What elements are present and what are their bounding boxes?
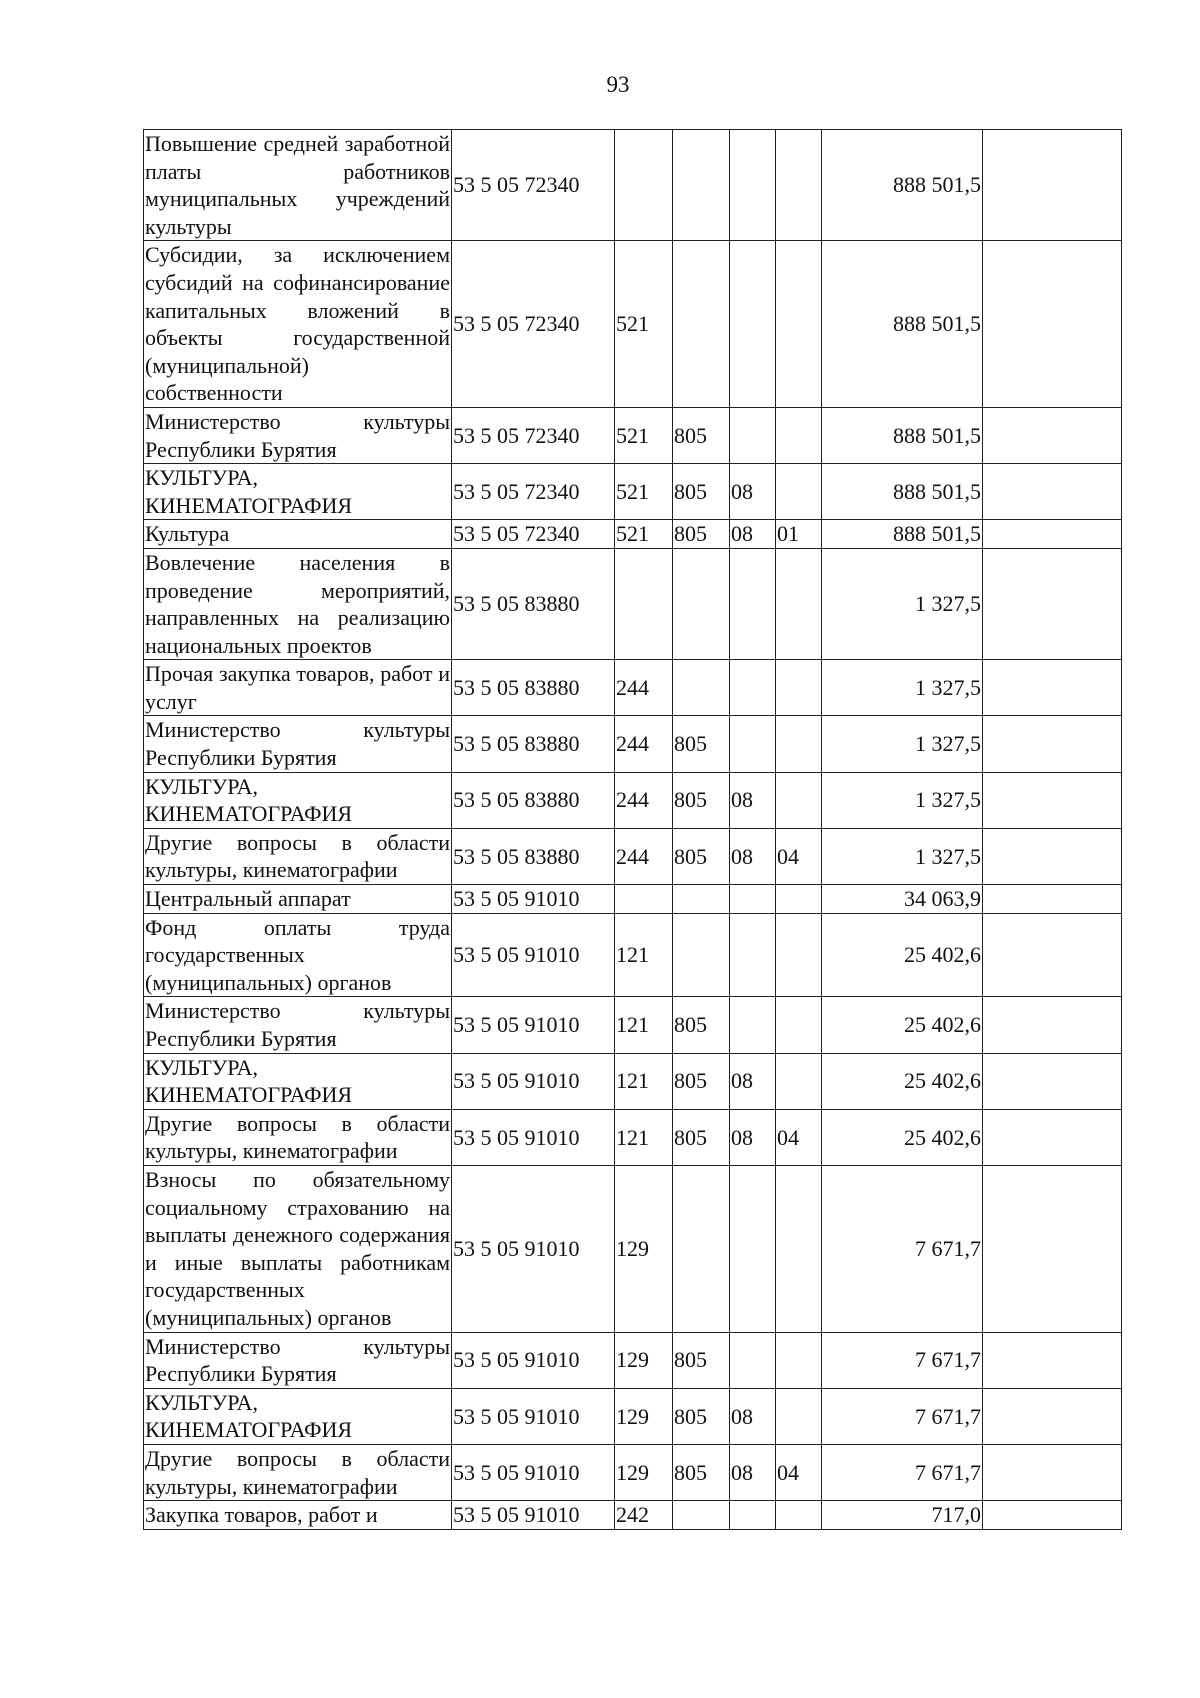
target-code: 53 5 05 91010 bbox=[452, 1165, 615, 1332]
ministry-code bbox=[673, 548, 730, 659]
table-row bbox=[144, 1332, 1122, 1388]
expense-type: 521 bbox=[615, 520, 673, 549]
amount: 25 402,6 bbox=[822, 1053, 983, 1109]
section-code bbox=[730, 997, 776, 1053]
target-code: 53 5 05 83880 bbox=[452, 828, 615, 884]
table-row bbox=[144, 660, 1122, 716]
target-code: 53 5 05 72340 bbox=[452, 464, 615, 520]
ministry-code bbox=[673, 241, 730, 408]
table-row bbox=[144, 997, 1122, 1053]
subsection-code bbox=[776, 660, 822, 716]
table-row bbox=[144, 1501, 1122, 1530]
target-code: 53 5 05 72340 bbox=[452, 520, 615, 549]
subsection-code bbox=[776, 1165, 822, 1332]
empty-cell bbox=[983, 828, 1122, 884]
subsection-code bbox=[776, 130, 822, 241]
budget-table bbox=[143, 129, 1122, 1530]
expense-type: 129 bbox=[615, 1332, 673, 1388]
section-code bbox=[730, 548, 776, 659]
expense-type: 129 bbox=[615, 1388, 673, 1444]
target-code: 53 5 05 83880 bbox=[452, 660, 615, 716]
expense-type: 521 bbox=[615, 407, 673, 463]
expense-type: 129 bbox=[615, 1165, 673, 1332]
amount: 7 671,7 bbox=[822, 1444, 983, 1500]
target-code: 53 5 05 91010 bbox=[452, 885, 615, 914]
section-code bbox=[730, 1501, 776, 1530]
empty-cell bbox=[983, 241, 1122, 408]
ministry-code: 805 bbox=[673, 520, 730, 549]
row-name: Фонд оплаты труда государственных (муниципальных) органов bbox=[144, 913, 452, 997]
empty-cell bbox=[983, 913, 1122, 997]
expense-type: 121 bbox=[615, 913, 673, 997]
amount: 7 671,7 bbox=[822, 1332, 983, 1388]
section-code: 08 bbox=[730, 1444, 776, 1500]
empty-cell bbox=[983, 660, 1122, 716]
row-name: Другие вопросы в области культуры, кинематографии bbox=[144, 1109, 452, 1165]
empty-cell bbox=[983, 1388, 1122, 1444]
ministry-code bbox=[673, 660, 730, 716]
section-code bbox=[730, 407, 776, 463]
expense-type bbox=[615, 548, 673, 659]
subsection-code bbox=[776, 1053, 822, 1109]
amount: 717,0 bbox=[822, 1501, 983, 1530]
amount: 888 501,5 bbox=[822, 241, 983, 408]
section-code: 08 bbox=[730, 1109, 776, 1165]
section-code: 08 bbox=[730, 772, 776, 828]
row-name: Культура bbox=[144, 520, 452, 549]
subsection-code: 04 bbox=[776, 1109, 822, 1165]
ministry-code bbox=[673, 1501, 730, 1530]
target-code: 53 5 05 91010 bbox=[452, 1053, 615, 1109]
section-code: 08 bbox=[730, 1053, 776, 1109]
subsection-code bbox=[776, 464, 822, 520]
amount: 25 402,6 bbox=[822, 997, 983, 1053]
expense-type bbox=[615, 885, 673, 914]
table-row bbox=[144, 1109, 1122, 1165]
amount: 25 402,6 bbox=[822, 913, 983, 997]
target-code: 53 5 05 72340 bbox=[452, 241, 615, 408]
section-code bbox=[730, 913, 776, 997]
row-name: Прочая закупка товаров, работ и услуг bbox=[144, 660, 452, 716]
row-name: КУЛЬТУРА, КИНЕМАТОГРАФИЯ bbox=[144, 1388, 452, 1444]
section-code bbox=[730, 130, 776, 241]
section-code bbox=[730, 1332, 776, 1388]
expense-type: 244 bbox=[615, 828, 673, 884]
amount: 1 327,5 bbox=[822, 716, 983, 772]
expense-type: 121 bbox=[615, 1109, 673, 1165]
row-name: КУЛЬТУРА, КИНЕМАТОГРАФИЯ bbox=[144, 1053, 452, 1109]
row-name: Другие вопросы в области культуры, кинематографии bbox=[144, 1444, 452, 1500]
ministry-code: 805 bbox=[673, 407, 730, 463]
section-code: 08 bbox=[730, 828, 776, 884]
amount: 34 063,9 bbox=[822, 885, 983, 914]
subsection-code: 04 bbox=[776, 1444, 822, 1500]
amount: 1 327,5 bbox=[822, 828, 983, 884]
amount: 1 327,5 bbox=[822, 548, 983, 659]
empty-cell bbox=[983, 464, 1122, 520]
row-name: КУЛЬТУРА, КИНЕМАТОГРАФИЯ bbox=[144, 772, 452, 828]
row-name: Министерство культуры Республики Бурятия bbox=[144, 407, 452, 463]
ministry-code: 805 bbox=[673, 1332, 730, 1388]
empty-cell bbox=[983, 548, 1122, 659]
empty-cell bbox=[983, 1332, 1122, 1388]
ministry-code bbox=[673, 913, 730, 997]
expense-type: 129 bbox=[615, 1444, 673, 1500]
table-row bbox=[144, 913, 1122, 997]
ministry-code bbox=[673, 130, 730, 241]
ministry-code bbox=[673, 885, 730, 914]
row-name: Министерство культуры Республики Бурятия bbox=[144, 997, 452, 1053]
ministry-code: 805 bbox=[673, 464, 730, 520]
amount: 888 501,5 bbox=[822, 130, 983, 241]
target-code: 53 5 05 72340 bbox=[452, 130, 615, 241]
subsection-code bbox=[776, 1388, 822, 1444]
row-name: Субсидии, за исключением субсидий на софинансирование капитальных вложений в объекты государственной (муниципальной) собственности bbox=[144, 241, 452, 408]
expense-type: 521 bbox=[615, 241, 673, 408]
amount: 25 402,6 bbox=[822, 1109, 983, 1165]
table-row bbox=[144, 130, 1122, 241]
table-row bbox=[144, 548, 1122, 659]
row-name: Министерство культуры Республики Бурятия bbox=[144, 1332, 452, 1388]
expense-type: 244 bbox=[615, 772, 673, 828]
section-code: 08 bbox=[730, 464, 776, 520]
empty-cell bbox=[983, 520, 1122, 549]
ministry-code: 805 bbox=[673, 1388, 730, 1444]
ministry-code: 805 bbox=[673, 828, 730, 884]
row-name: КУЛЬТУРА, КИНЕМАТОГРАФИЯ bbox=[144, 464, 452, 520]
target-code: 53 5 05 91010 bbox=[452, 1109, 615, 1165]
table-row bbox=[144, 241, 1122, 408]
row-name: Другие вопросы в области культуры, кинематографии bbox=[144, 828, 452, 884]
row-name: Центральный аппарат bbox=[144, 885, 452, 914]
empty-cell bbox=[983, 997, 1122, 1053]
empty-cell bbox=[983, 1053, 1122, 1109]
table-row bbox=[144, 520, 1122, 549]
target-code: 53 5 05 83880 bbox=[452, 772, 615, 828]
target-code: 53 5 05 91010 bbox=[452, 1501, 615, 1530]
subsection-code bbox=[776, 1332, 822, 1388]
ministry-code: 805 bbox=[673, 997, 730, 1053]
table-row bbox=[144, 1165, 1122, 1332]
subsection-code bbox=[776, 407, 822, 463]
row-name: Министерство культуры Республики Бурятия bbox=[144, 716, 452, 772]
ministry-code: 805 bbox=[673, 1053, 730, 1109]
table-row bbox=[144, 1053, 1122, 1109]
section-code bbox=[730, 885, 776, 914]
table-row bbox=[144, 716, 1122, 772]
row-name: Повышение средней заработной платы работников муниципальных учреждений культуры bbox=[144, 130, 452, 241]
empty-cell bbox=[983, 772, 1122, 828]
target-code: 53 5 05 91010 bbox=[452, 1332, 615, 1388]
amount: 1 327,5 bbox=[822, 772, 983, 828]
subsection-code bbox=[776, 885, 822, 914]
table-row bbox=[144, 1444, 1122, 1500]
empty-cell bbox=[983, 1444, 1122, 1500]
ministry-code: 805 bbox=[673, 716, 730, 772]
section-code: 08 bbox=[730, 1388, 776, 1444]
empty-cell bbox=[983, 130, 1122, 241]
amount: 888 501,5 bbox=[822, 520, 983, 549]
row-name: Взносы по обязательному социальному страхованию на выплаты денежного содержания и иные выплаты работникам государственных (муниципальных) органов bbox=[144, 1165, 452, 1332]
target-code: 53 5 05 83880 bbox=[452, 716, 615, 772]
ministry-code bbox=[673, 1165, 730, 1332]
ministry-code: 805 bbox=[673, 1444, 730, 1500]
target-code: 53 5 05 91010 bbox=[452, 913, 615, 997]
subsection-code bbox=[776, 913, 822, 997]
target-code: 53 5 05 91010 bbox=[452, 997, 615, 1053]
amount: 888 501,5 bbox=[822, 407, 983, 463]
subsection-code bbox=[776, 772, 822, 828]
target-code: 53 5 05 83880 bbox=[452, 548, 615, 659]
expense-type: 244 bbox=[615, 660, 673, 716]
expense-type: 121 bbox=[615, 997, 673, 1053]
empty-cell bbox=[983, 1109, 1122, 1165]
table-row bbox=[144, 885, 1122, 914]
subsection-code: 04 bbox=[776, 828, 822, 884]
section-code: 08 bbox=[730, 520, 776, 549]
empty-cell bbox=[983, 1501, 1122, 1530]
amount: 1 327,5 bbox=[822, 660, 983, 716]
table-row bbox=[144, 772, 1122, 828]
table-row bbox=[144, 464, 1122, 520]
target-code: 53 5 05 91010 bbox=[452, 1444, 615, 1500]
section-code bbox=[730, 716, 776, 772]
ministry-code: 805 bbox=[673, 1109, 730, 1165]
expense-type bbox=[615, 130, 673, 241]
table-row bbox=[144, 407, 1122, 463]
amount: 888 501,5 bbox=[822, 464, 983, 520]
subsection-code bbox=[776, 716, 822, 772]
subsection-code bbox=[776, 997, 822, 1053]
table-row bbox=[144, 828, 1122, 884]
expense-type: 521 bbox=[615, 464, 673, 520]
empty-cell bbox=[983, 885, 1122, 914]
target-code: 53 5 05 72340 bbox=[452, 407, 615, 463]
empty-cell bbox=[983, 407, 1122, 463]
row-name: Закупка товаров, работ и bbox=[144, 1501, 452, 1530]
amount: 7 671,7 bbox=[822, 1165, 983, 1332]
subsection-code bbox=[776, 1501, 822, 1530]
amount: 7 671,7 bbox=[822, 1388, 983, 1444]
section-code bbox=[730, 660, 776, 716]
row-name: Вовлечение населения в проведение мероприятий, направленных на реализацию национальных проектов bbox=[144, 548, 452, 659]
subsection-code bbox=[776, 241, 822, 408]
section-code bbox=[730, 241, 776, 408]
subsection-code: 01 bbox=[776, 520, 822, 549]
section-code bbox=[730, 1165, 776, 1332]
subsection-code bbox=[776, 548, 822, 659]
target-code: 53 5 05 91010 bbox=[452, 1388, 615, 1444]
page-number: 93 bbox=[606, 72, 630, 97]
empty-cell bbox=[983, 1165, 1122, 1332]
empty-cell bbox=[983, 716, 1122, 772]
expense-type: 121 bbox=[615, 1053, 673, 1109]
expense-type: 244 bbox=[615, 716, 673, 772]
ministry-code: 805 bbox=[673, 772, 730, 828]
table-row bbox=[144, 1388, 1122, 1444]
expense-type: 242 bbox=[615, 1501, 673, 1530]
